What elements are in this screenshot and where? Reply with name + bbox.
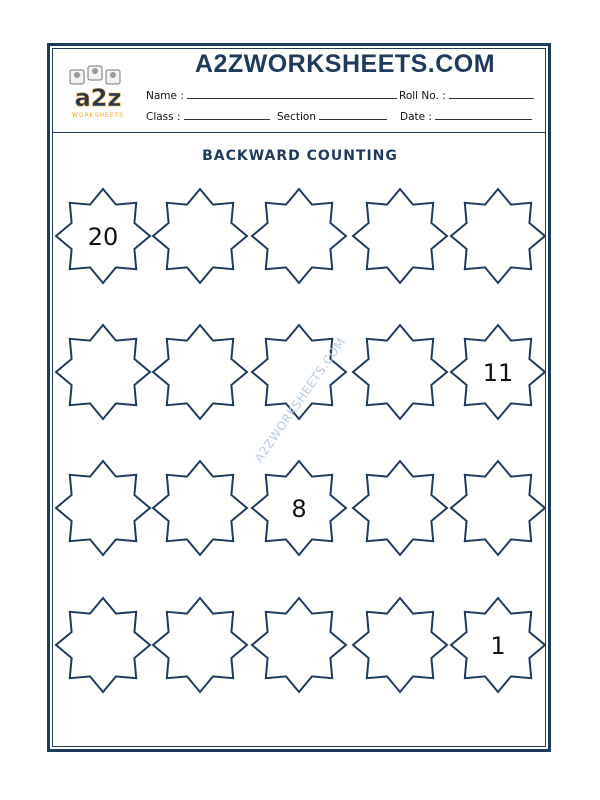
star-outline <box>153 189 247 283</box>
logo-text: a2z <box>74 84 122 112</box>
star-box <box>451 189 545 283</box>
class-label: Class : <box>146 111 181 123</box>
star-box <box>153 461 247 555</box>
star-outline <box>56 598 150 692</box>
star-outline <box>252 598 346 692</box>
star-box <box>56 598 150 692</box>
star-number: 1 <box>490 632 506 660</box>
star-outline <box>353 325 447 419</box>
star-box <box>56 461 150 555</box>
star-box <box>353 189 447 283</box>
section-label: Section <box>277 111 317 123</box>
star-outline <box>451 189 545 283</box>
star-outline <box>451 461 545 555</box>
star-box <box>153 189 247 283</box>
star-box <box>252 189 346 283</box>
star-outline <box>353 598 447 692</box>
star-outline <box>252 189 346 283</box>
star-outline <box>353 189 447 283</box>
star-outline <box>56 325 150 419</box>
star-number: 11 <box>482 359 514 387</box>
logo-subtext: WORKSHEETS <box>71 112 125 119</box>
watermark: A2ZWORKSHEETS.COM <box>251 335 349 465</box>
star-box <box>353 598 447 692</box>
star-outline <box>153 598 247 692</box>
star-box <box>252 461 346 555</box>
star-box <box>153 598 247 692</box>
site-title: A2ZWORKSHEETS.COM <box>194 50 496 78</box>
roll-label: Roll No. : <box>399 90 446 102</box>
star-box <box>353 461 447 555</box>
star-outline <box>353 461 447 555</box>
star-box <box>153 325 247 419</box>
page-title: BACKWARD COUNTING <box>202 148 398 164</box>
star-box <box>56 325 150 419</box>
name-label: Name : <box>146 90 184 102</box>
star-box <box>451 461 545 555</box>
star-outline <box>153 461 247 555</box>
star-box <box>252 598 346 692</box>
star-number: 20 <box>87 223 119 251</box>
star-box <box>353 325 447 419</box>
star-box <box>56 189 150 283</box>
star-number: 8 <box>291 495 307 523</box>
star-box <box>451 598 545 692</box>
date-label: Date : <box>400 111 432 123</box>
star-box <box>451 325 545 419</box>
star-outline <box>56 461 150 555</box>
star-outline <box>153 325 247 419</box>
